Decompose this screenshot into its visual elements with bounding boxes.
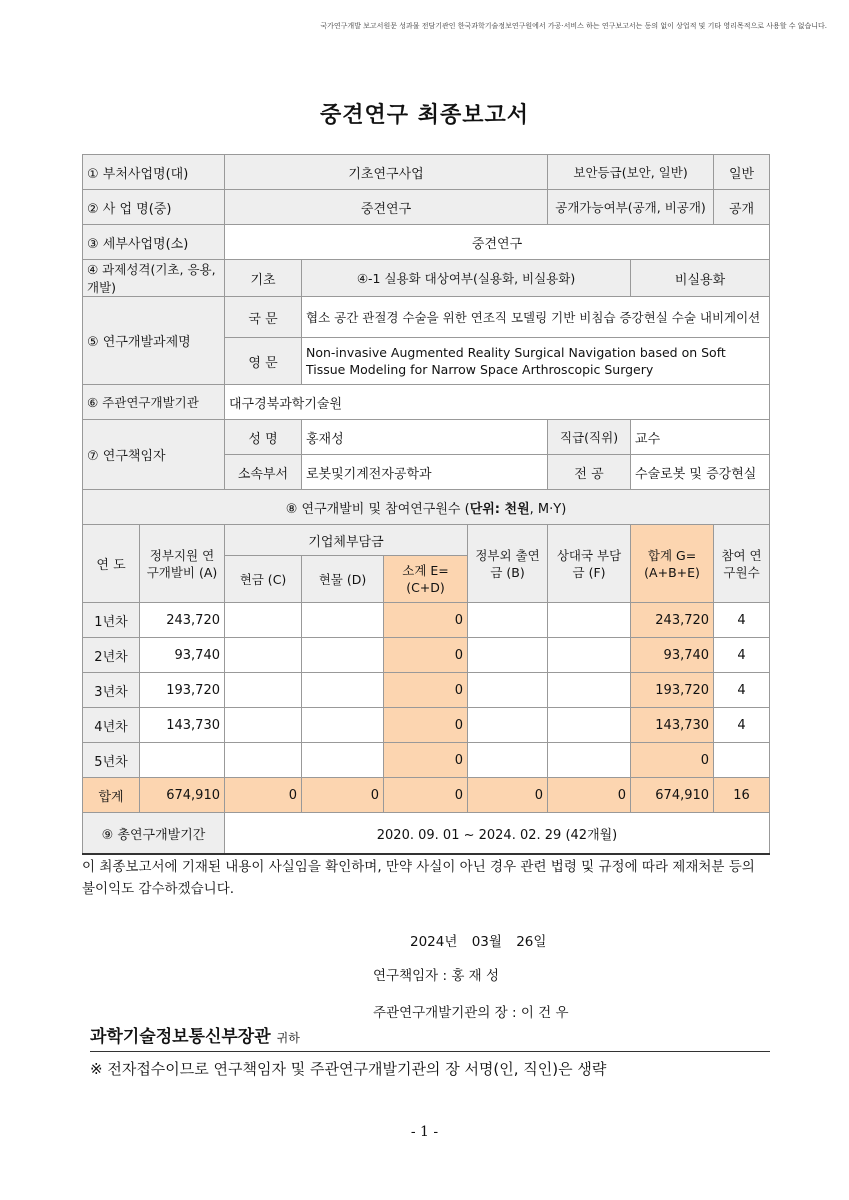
kor-label: 국 문 — [225, 297, 302, 338]
dept-value: 기초연구사업 — [225, 155, 548, 190]
period-value: 2020. 09. 01 ~ 2024. 02. 29 (42개월) — [225, 813, 770, 855]
pi-label: ⑦ 연구책임자 — [83, 420, 225, 490]
position-label: 직급(직위) — [548, 420, 631, 455]
affil-value: 로봇및기계전자공학과 — [302, 455, 548, 490]
recipient — [90, 1022, 770, 1052]
row-subtotal: 0 — [384, 638, 468, 673]
name-label: 성 명 — [225, 420, 302, 455]
practical-label: ④-1 실용화 대상여부(실용화, 비실용화) — [302, 260, 631, 297]
row-cash — [225, 673, 302, 708]
row-inkind — [302, 638, 384, 673]
row-cash — [225, 638, 302, 673]
row-people: 4 — [714, 673, 770, 708]
row-gov: 193,720 — [140, 673, 225, 708]
page-title: 중견연구 최종보고서 — [320, 103, 529, 128]
row-nongov — [468, 708, 548, 743]
kor-title: 협소 공간 관절경 수술을 위한 연조직 모델링 기반 비침습 증강현실 수술 내비게이션 — [302, 297, 770, 338]
report-date: 2024년 03월 26일 — [410, 934, 547, 950]
row-people: 4 — [714, 603, 770, 638]
row-gov: 93,740 — [140, 638, 225, 673]
row-partner — [548, 743, 631, 778]
sum-total: 674,910 — [631, 778, 714, 813]
col-company: 기업체부담금 — [225, 525, 468, 556]
sum-gov: 674,910 — [140, 778, 225, 813]
budget-row — [83, 603, 770, 638]
row-subtotal: 0 — [384, 603, 468, 638]
project-label: ② 사 업 명(중) — [83, 190, 225, 225]
task-label: ⑤ 연구개발과제명 — [83, 297, 225, 385]
nature-label: ④ 과제성격(기초, 응용, 개발) — [83, 260, 225, 297]
row-year: 3년차 — [83, 673, 140, 708]
budget-row — [83, 673, 770, 708]
row-total: 93,740 — [631, 638, 714, 673]
electronic-note: ※ 전자접수이므로 연구책임자 및 주관연구개발기관의 장 서명(인, 직인)은 생략 — [90, 1060, 607, 1078]
major-value: 수술로봇 및 증강현실 — [631, 455, 770, 490]
recipient-suffix: 귀하 — [276, 1031, 300, 1045]
row-people — [714, 743, 770, 778]
budget-heading — [83, 490, 770, 525]
row-total: 193,720 — [631, 673, 714, 708]
budget-heading-prefix: ⑧ 연구개발비 및 참여연구원수 ( — [285, 501, 470, 517]
major-label: 전 공 — [548, 455, 631, 490]
col-nongov: 정부외 출연금 (B) — [468, 525, 548, 603]
name-value: 홍재성 — [302, 420, 548, 455]
col-inkind: 현물 (D) — [302, 556, 384, 603]
recipient-name: 과학기술정보통신부장관 — [90, 1027, 271, 1047]
budget-heading-unit: 단위: 천원 — [469, 501, 530, 517]
row-year: 2년차 — [83, 638, 140, 673]
sum-partner: 0 — [548, 778, 631, 813]
sum-cash: 0 — [225, 778, 302, 813]
budget-heading-suffix: , M·Y) — [529, 501, 567, 517]
row-nongov — [468, 673, 548, 708]
row-partner — [548, 603, 631, 638]
row-total: 143,730 — [631, 708, 714, 743]
affil-label: 소속부서 — [225, 455, 302, 490]
row-inkind — [302, 708, 384, 743]
budget-row — [83, 743, 770, 778]
sub-value: 중견연구 — [225, 225, 770, 260]
row-inkind — [302, 673, 384, 708]
copyright-notice: 국가연구개발 보고서원문 성과물 전담기관인 한국과학기술정보연구원에서 가공·서비스 하는 연구보고서는 동의 없이 상업적 및 기타 영리목적으로 사용할 수 없습니다. — [320, 22, 827, 30]
responsible-researcher: 연구책임자 : 홍 재 성 — [373, 968, 500, 984]
row-nongov — [468, 638, 548, 673]
row-partner — [548, 708, 631, 743]
col-people: 참여 연구원수 — [714, 525, 770, 603]
budget-row — [83, 638, 770, 673]
row-inkind — [302, 603, 384, 638]
row-gov — [140, 743, 225, 778]
col-cash: 현금 (C) — [225, 556, 302, 603]
row-gov: 243,720 — [140, 603, 225, 638]
institution-head: 주관연구개발기관의 장 : 이 건 우 — [373, 1005, 569, 1021]
row-partner — [548, 673, 631, 708]
row-cash — [225, 743, 302, 778]
practical-value: 비실용화 — [631, 260, 770, 297]
row-inkind — [302, 743, 384, 778]
dept-label: ① 부처사업명(대) — [83, 155, 225, 190]
row-people: 4 — [714, 638, 770, 673]
row-people: 4 — [714, 708, 770, 743]
sub-label: ③ 세부사업명(소) — [83, 225, 225, 260]
certification-text: 이 최종보고서에 기재된 내용이 사실임을 확인하며, 만약 사실이 아닌 경우 관련 법령 및 규정에 따라 제재처분 등의 불이익도 감수하겠습니다. — [82, 859, 755, 897]
row-total: 243,720 — [631, 603, 714, 638]
col-year: 연 도 — [83, 525, 140, 603]
nature-value: 기초 — [225, 260, 302, 297]
row-cash — [225, 603, 302, 638]
col-total: 합계 G=(A+B+E) — [631, 525, 714, 603]
col-partner: 상대국 부담금 (F) — [548, 525, 631, 603]
row-subtotal: 0 — [384, 743, 468, 778]
row-total: 0 — [631, 743, 714, 778]
row-cash — [225, 708, 302, 743]
row-year: 1년차 — [83, 603, 140, 638]
org-value: 대구경북과학기술원 — [225, 385, 770, 420]
row-gov: 143,730 — [140, 708, 225, 743]
sum-year: 합계 — [83, 778, 140, 813]
row-subtotal: 0 — [384, 708, 468, 743]
sum-subtotal: 0 — [384, 778, 468, 813]
row-year: 5년차 — [83, 743, 140, 778]
report-info-table — [82, 154, 770, 855]
sum-nongov: 0 — [468, 778, 548, 813]
row-year: 4년차 — [83, 708, 140, 743]
budget-row — [83, 708, 770, 743]
security-value: 일반 — [714, 155, 770, 190]
row-subtotal: 0 — [384, 673, 468, 708]
public-label: 공개가능여부(공개, 비공개) — [548, 190, 714, 225]
col-subtotal: 소계 E=(C+D) — [384, 556, 468, 603]
project-value: 중견연구 — [225, 190, 548, 225]
eng-title: Non-invasive Augmented Reality Surgical Navigation based on Soft Tissue Modeling for Narrow Space Arthroscopic Surgery — [302, 338, 770, 385]
col-gov: 정부지원 연구개발비 (A) — [140, 525, 225, 603]
period-label: ⑨ 총연구개발기간 — [83, 813, 225, 855]
org-label: ⑥ 주관연구개발기관 — [83, 385, 225, 420]
row-partner — [548, 638, 631, 673]
eng-label: 영 문 — [225, 338, 302, 385]
page-number: - 1 - — [410, 1124, 439, 1140]
row-nongov — [468, 743, 548, 778]
sum-people: 16 — [714, 778, 770, 813]
security-label: 보안등급(보안, 일반) — [548, 155, 714, 190]
sum-inkind: 0 — [302, 778, 384, 813]
public-value: 공개 — [714, 190, 770, 225]
row-nongov — [468, 603, 548, 638]
budget-sum-row — [83, 778, 770, 813]
position-value: 교수 — [631, 420, 770, 455]
